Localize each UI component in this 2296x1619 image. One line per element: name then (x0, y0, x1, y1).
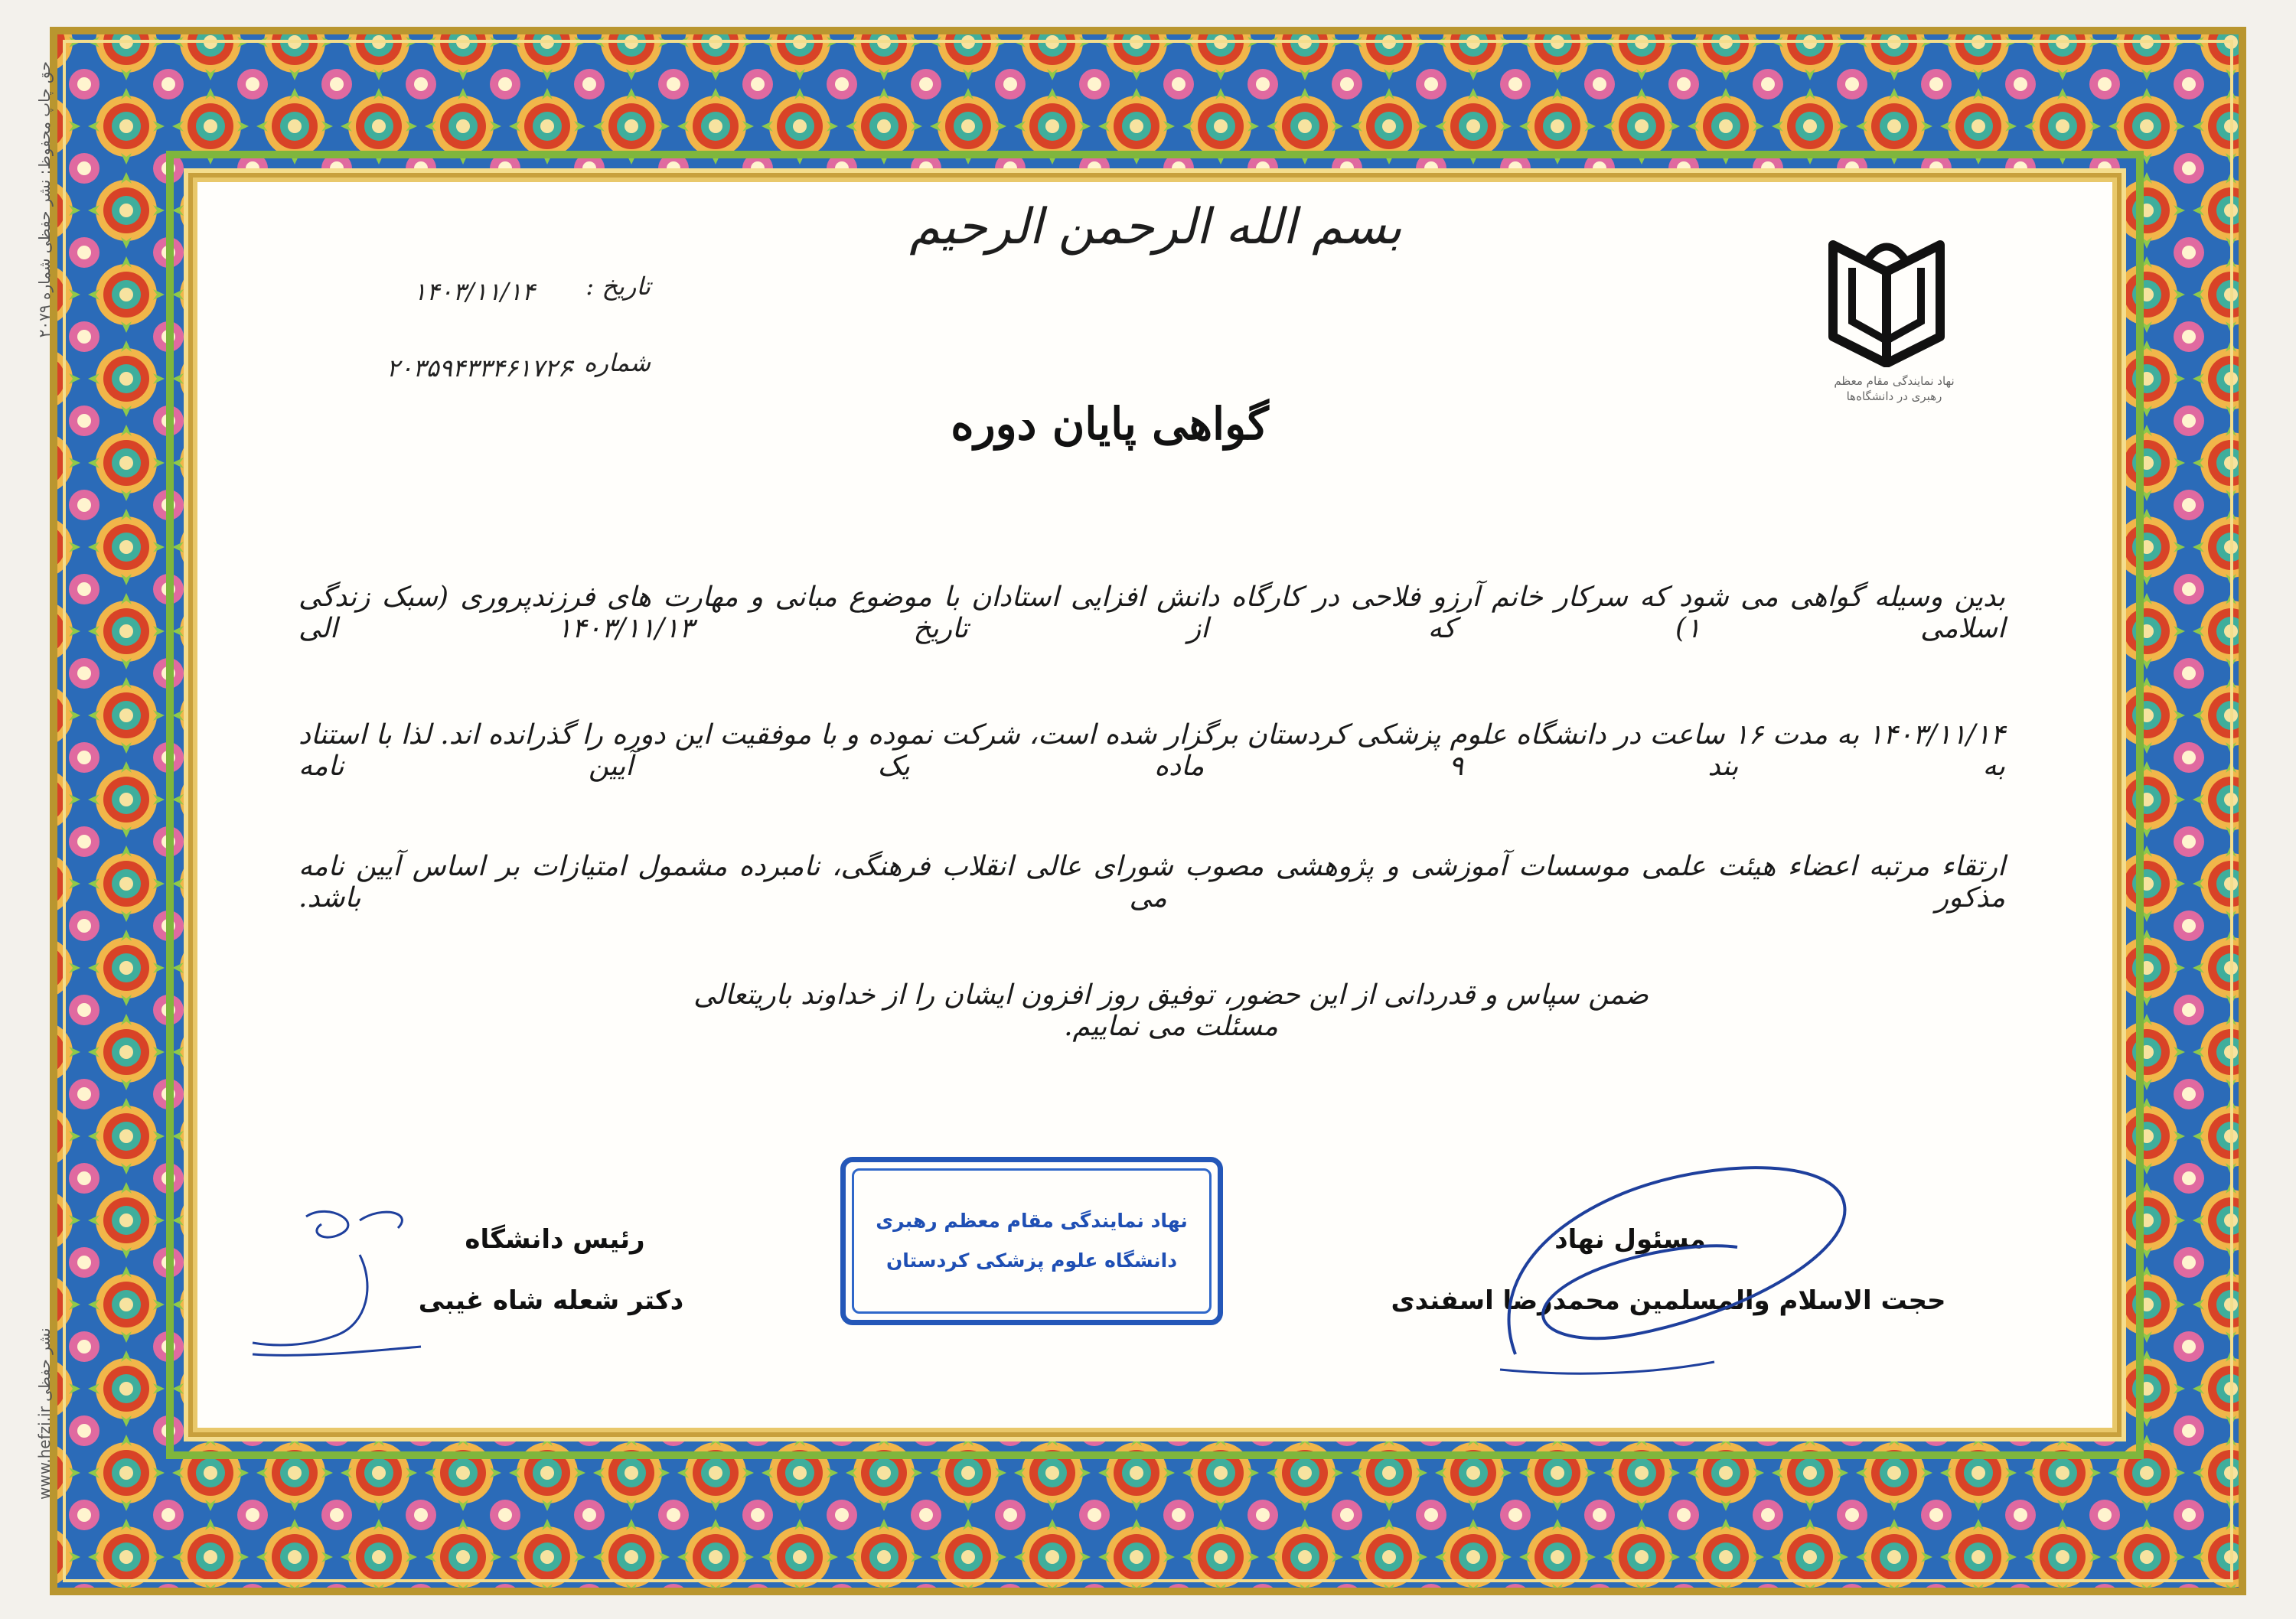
left-signature (245, 1201, 475, 1377)
number-label: شماره : (567, 348, 651, 377)
certificate-title: گواهی پایان دوره (951, 398, 1269, 450)
official-stamp (840, 1157, 1223, 1325)
margin-publisher: www.hefzi.ir نشر حفظی (35, 1327, 54, 1500)
institution-logo (1821, 230, 1959, 367)
right-signatory-role: مسئول نهاد (1554, 1224, 1706, 1255)
date-value: ۱۴۰۳/۱۱/۱۴ (413, 277, 536, 306)
right-signature (1485, 1140, 1883, 1393)
stamp-line-1: نهاد نمایندگی مقام معظم رهبری (876, 1210, 1188, 1232)
right-signatory-name: حجت الاسلام والمسلمین محمدرضا اسفندی (1391, 1285, 1946, 1316)
logo-caption: نهاد نمایندگی مقام معظم رهبری در دانشگاه‌ها (1834, 374, 1955, 403)
body-line-3: ارتقاء مرتبه اعضاء هیئت علمی موسسات آموزشی و پژوهشی مصوب شورای عالی انقلاب فرهنگی، نامبرده مشمول امتیازات بر اساس آیین نامه مذکور می باشد. (298, 851, 2005, 914)
bismillah-heading: بسم الله الرحمن الرحيم (909, 199, 1402, 256)
margin-copyright: حق چاپ محفوظ: نشر حفظی شماره ۲۰۷۹ (35, 61, 54, 338)
number-value: ۲۰۳۵۹۴۳۳۴۶۱۷۲۶ (386, 353, 571, 383)
book-logo-icon (1821, 230, 1952, 367)
left-signatory-role: رئیس دانشگاه (465, 1224, 645, 1255)
left-signatory-name: دکتر شعله شاه غیبی (418, 1285, 684, 1316)
stamp-line-2: دانشگاه علوم پزشکی کردستان (885, 1249, 1178, 1272)
body-line-2: ۱۴۰۳/۱۱/۱۴ به مدت ۱۶ ساعت در دانشگاه علوم پزشکی کردستان برگزار شده است، شرکت نموده و با موفقیت این دوره را گذرانده اند. لذا با استناد به بند ۹ ماده یک آیین نامه (298, 719, 2005, 782)
body-line-1: بدین وسیله گواهی می شود که سرکار خانم آرزو فلاحی در کارگاه دانش افزایی استادان با موضوع مبانی و مهارت های فرزندپروری (سبک زندگی اسلامی ۱) که از تاریخ ۱۴۰۳/۱۱/۱۳ الی (298, 581, 2006, 644)
date-label: تاریخ : (585, 272, 651, 301)
closing-thanks: ضمن سپاس و قدردانی از این حضور، توفیق روز افزون ایشان را از خداوند باریتعالی مسئلت می نماییم. (693, 979, 1649, 1042)
